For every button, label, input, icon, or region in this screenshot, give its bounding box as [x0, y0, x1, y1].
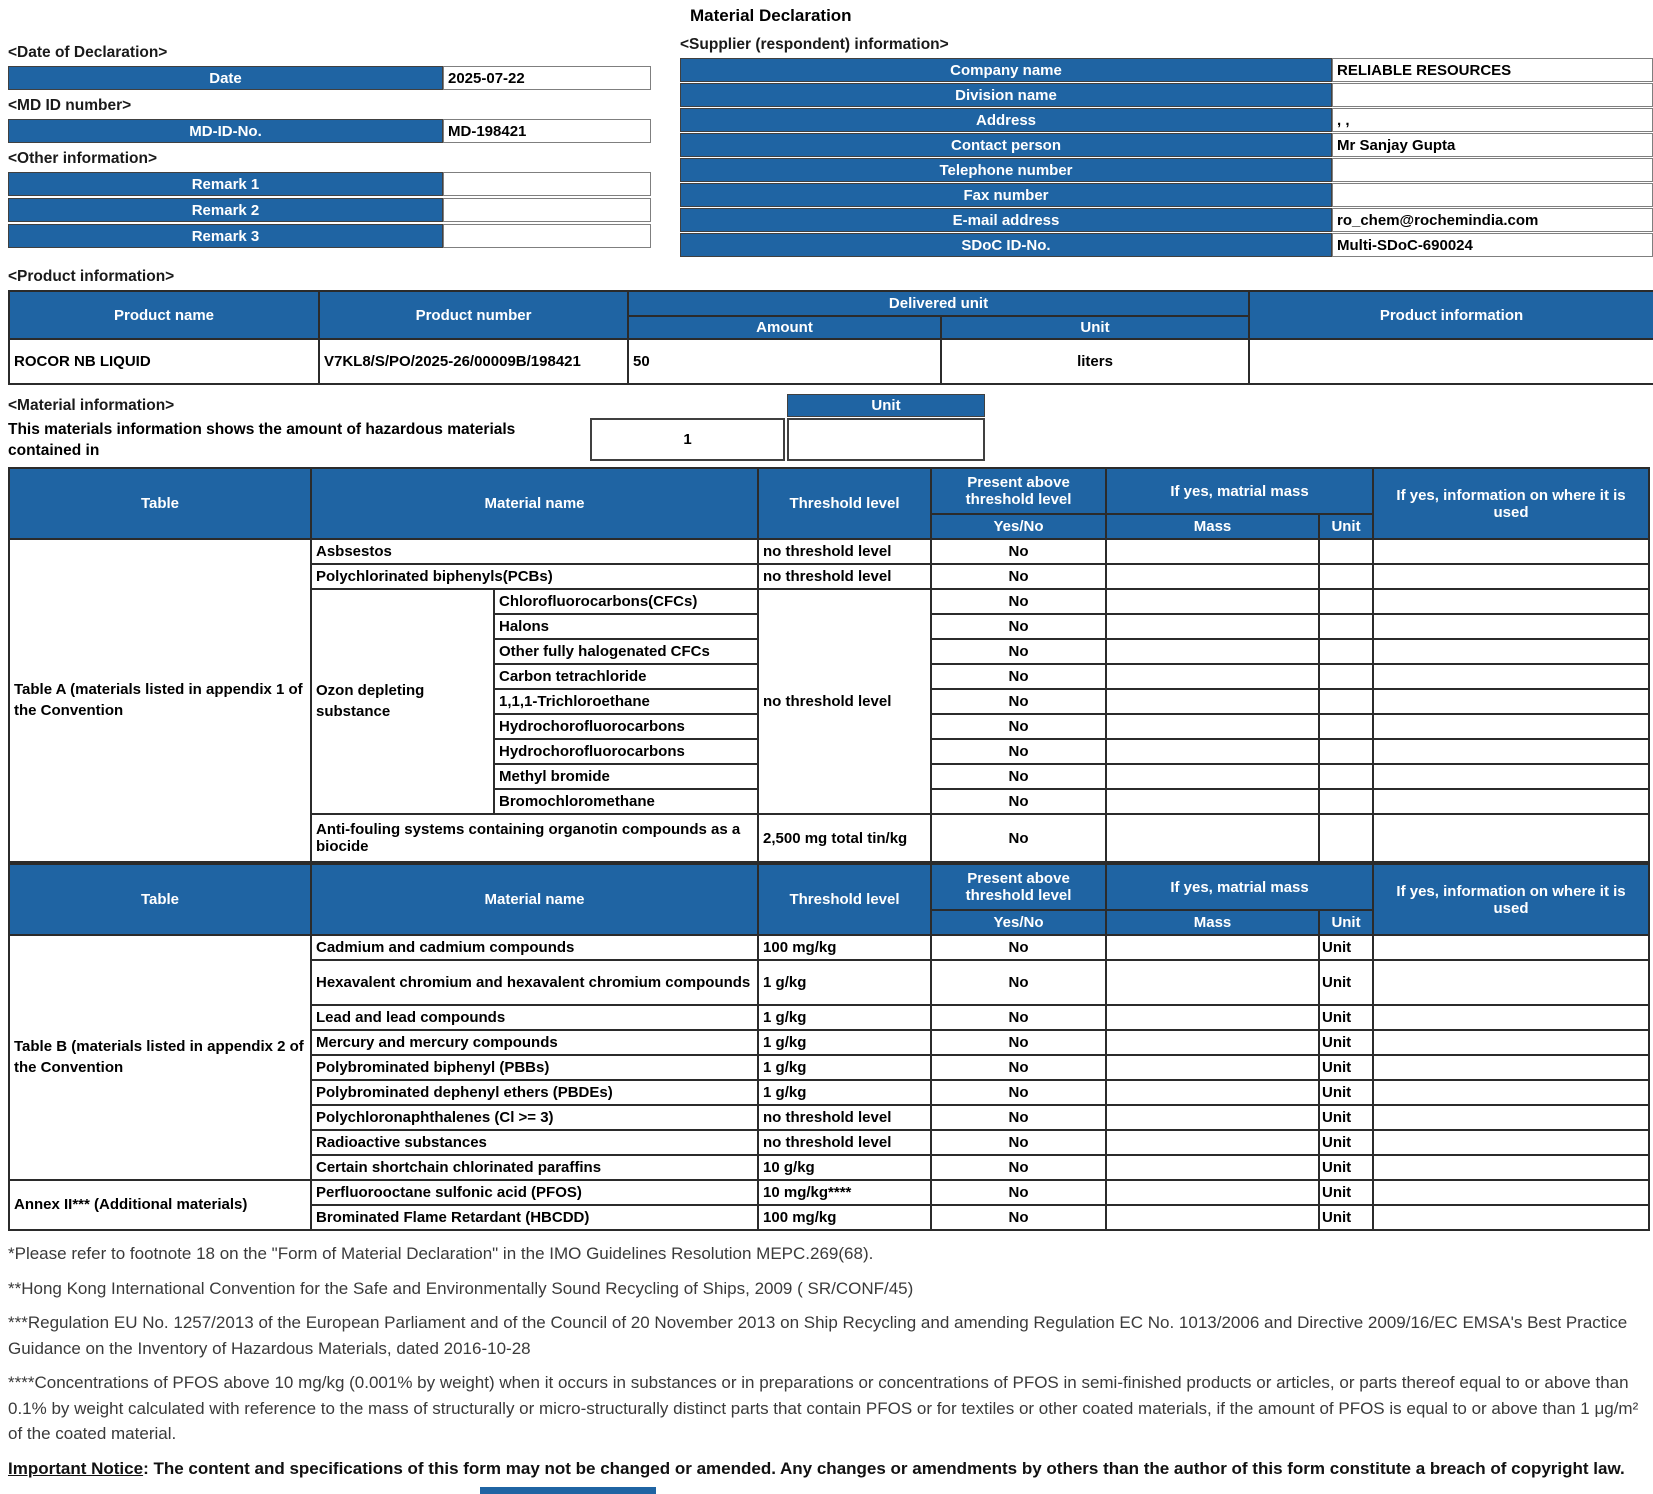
where-used-cell[interactable]	[1373, 739, 1649, 764]
address-value-field[interactable]: , ,	[1332, 108, 1653, 132]
product-information-cell[interactable]	[1249, 339, 1653, 384]
important-notice-label: Important Notice	[8, 1458, 144, 1478]
where-used-cell[interactable]	[1373, 564, 1649, 589]
amount-header: Amount	[628, 316, 941, 339]
material-name-cell: Mercury and mercury compounds	[311, 1030, 758, 1055]
mass-cell[interactable]	[1106, 639, 1319, 664]
where-used-cell[interactable]	[1373, 639, 1649, 664]
declaration-meta-block	[8, 44, 651, 250]
threshold-cell: no threshold level	[758, 1130, 931, 1155]
fax-number-label: Fax number	[680, 183, 1332, 207]
threshold-cell: 1 g/kg	[758, 1055, 931, 1080]
product-information-section	[8, 268, 1653, 385]
col-header-where-used: If yes, information on where it is used	[1373, 864, 1649, 935]
supplier-row-address	[680, 108, 1653, 132]
present-cell[interactable]: No	[931, 639, 1106, 664]
telephone-number-label: Telephone number	[680, 158, 1332, 182]
product-number-header: Product number	[319, 291, 628, 339]
material-information-section	[8, 397, 1653, 467]
mass-cell[interactable]	[1106, 935, 1319, 960]
supplier-heading: <Supplier (respondent) information>	[680, 36, 949, 53]
unit-cell[interactable]	[1319, 814, 1373, 862]
material-name-cell: Chlorofluorocarbons(CFCs)	[494, 589, 758, 614]
material-name-cell: Carbon tetrachloride	[494, 664, 758, 689]
col-header-material-name: Material name	[311, 864, 758, 935]
fax-number-value-field[interactable]	[1332, 183, 1653, 207]
unit-cell[interactable]: Unit	[1319, 1105, 1373, 1130]
mass-cell[interactable]	[1106, 664, 1319, 689]
table-row	[9, 539, 1649, 564]
product-information-header: Product information	[1249, 291, 1653, 339]
where-used-cell[interactable]	[1373, 935, 1649, 960]
top-section	[0, 0, 1653, 258]
amount-cell[interactable]: 50	[628, 339, 941, 384]
where-used-cell[interactable]	[1373, 1080, 1649, 1105]
material-name-cell: Lead and lead compounds	[311, 1005, 758, 1030]
material-unit-header: Unit	[787, 394, 985, 417]
present-cell[interactable]: No	[931, 539, 1106, 564]
important-notice-text: : The content and specifications of this form may not be changed or amended. Any changes or amendments by others than the author of this form constitute a breach of copyright law.	[143, 1458, 1625, 1478]
mass-cell[interactable]	[1106, 814, 1319, 862]
unit-cell[interactable]: Unit	[1319, 1155, 1373, 1180]
date-label: Date	[8, 66, 443, 90]
md-id-heading: <MD ID number>	[8, 97, 132, 114]
col-header-yes-no: Yes/No	[931, 910, 1106, 935]
mass-cell[interactable]	[1106, 960, 1319, 1005]
mass-cell[interactable]	[1106, 539, 1319, 564]
threshold-cell: 1 g/kg	[758, 1030, 931, 1055]
material-name-cell: Methyl bromide	[494, 764, 758, 789]
where-used-cell[interactable]	[1373, 960, 1649, 1005]
where-used-cell[interactable]	[1373, 1005, 1649, 1030]
material-name-cell: Other fully halogenated CFCs	[494, 639, 758, 664]
mass-cell[interactable]	[1106, 1080, 1319, 1105]
where-used-cell[interactable]	[1373, 1030, 1649, 1055]
remark-2-label: Remark 2	[8, 198, 443, 222]
threshold-cell: 1 g/kg	[758, 960, 931, 1005]
col-header-mass: Mass	[1106, 910, 1319, 935]
col-header-material-name: Material name	[311, 468, 758, 539]
unit-cell[interactable]	[1319, 639, 1373, 664]
mass-cell[interactable]	[1106, 789, 1319, 814]
unit-cell[interactable]	[1319, 589, 1373, 614]
unit-cell[interactable]: Unit	[1319, 1205, 1373, 1230]
md-id-value-field[interactable]: MD-198421	[443, 119, 651, 143]
where-used-cell[interactable]	[1373, 1155, 1649, 1180]
col-header-table: Table	[9, 864, 311, 935]
threshold-cell: 1 g/kg	[758, 1005, 931, 1030]
email-address-value-field[interactable]: ro_chem@rochemindia.com	[1332, 208, 1653, 232]
threshold-cell: 10 g/kg	[758, 1155, 931, 1180]
threshold-cell: 1 g/kg	[758, 1080, 931, 1105]
where-used-cell[interactable]	[1373, 539, 1649, 564]
material-amount-field[interactable]: 1	[590, 418, 785, 461]
col-header-mass: Mass	[1106, 514, 1319, 539]
unit-cell[interactable]	[1319, 739, 1373, 764]
where-used-cell[interactable]	[1373, 814, 1649, 862]
material-name-cell: Certain shortchain chlorinated paraffins	[311, 1155, 758, 1180]
mass-cell[interactable]	[1106, 589, 1319, 614]
address-label: Address	[680, 108, 1332, 132]
material-name-cell: 1,1,1-Trichloroethane	[494, 689, 758, 714]
date-value-field[interactable]: 2025-07-22	[443, 66, 651, 90]
present-cell[interactable]: No	[931, 960, 1106, 1005]
col-header-present-above: Present above threshold level	[931, 468, 1106, 514]
present-cell[interactable]: No	[931, 1155, 1106, 1180]
mass-cell[interactable]	[1106, 1005, 1319, 1030]
supplier-row-contact	[680, 133, 1653, 157]
col-header-unit: Unit	[1319, 910, 1373, 935]
threshold-cell: no threshold level	[758, 564, 931, 589]
material-name-cell: Asbsestos	[311, 539, 758, 564]
present-cell[interactable]: No	[931, 814, 1106, 862]
threshold-cell: 2,500 mg total tin/kg	[758, 814, 931, 862]
col-header-present-above: Present above threshold level	[931, 864, 1106, 910]
mass-cell[interactable]	[1106, 1130, 1319, 1155]
contact-person-value-field[interactable]: Mr Sanjay Gupta	[1332, 133, 1653, 157]
unit-cell[interactable]	[1319, 539, 1373, 564]
material-name-cell: Cadmium and cadmium compounds	[311, 935, 758, 960]
material-name-cell: Perfluorooctane sulfonic acid (PFOS)	[311, 1180, 758, 1205]
remark-3-row	[8, 224, 651, 248]
product-name-header: Product name	[9, 291, 319, 339]
unit-cell[interactable]	[1319, 764, 1373, 789]
unit-cell[interactable]: liters	[941, 339, 1249, 384]
threshold-cell: 10 mg/kg****	[758, 1180, 931, 1205]
supplier-row-division	[680, 83, 1653, 107]
footnote-3: ***Regulation EU No. 1257/2013 of the European Parliament and of the Council of 20 November 2013 on Ship Recycling and amending Regulation EC No. 1013/2006 and Directive 2009/16/EC EMSA's Best Practice Guidance on the Inventory of Hazardous Materials, dated 2016-10-28	[8, 1313, 1628, 1358]
footnote-1: *Please refer to footnote 18 on the "Form of Material Declaration" in the IMO Guidelines Resolution MEPC.269(68).	[8, 1244, 874, 1263]
supplier-block	[680, 6, 1653, 258]
present-cell[interactable]: No	[931, 764, 1106, 789]
date-of-declaration-heading: <Date of Declaration>	[8, 44, 168, 61]
col-header-unit: Unit	[1319, 514, 1373, 539]
present-cell[interactable]: No	[931, 1030, 1106, 1055]
mass-cell[interactable]	[1106, 614, 1319, 639]
material-name-cell: Hydrochorofluorocarbons	[494, 714, 758, 739]
present-cell[interactable]: No	[931, 1205, 1106, 1230]
supplier-row-fax	[680, 183, 1653, 207]
present-cell[interactable]: No	[931, 1105, 1106, 1130]
unit-cell[interactable]: Unit	[1319, 1080, 1373, 1105]
present-cell[interactable]: No	[931, 1080, 1106, 1105]
col-header-threshold-level: Threshold level	[758, 468, 931, 539]
material-unit-field[interactable]	[787, 418, 985, 461]
unit-cell[interactable]	[1319, 714, 1373, 739]
material-name-cell: Polybrominated dephenyl ethers (PBDEs)	[311, 1080, 758, 1105]
material-name-cell: Hexavalent chromium and hexavalent chromium compounds	[311, 960, 758, 1005]
col-header-yes-no: Yes/No	[931, 514, 1106, 539]
unit-cell[interactable]	[1319, 614, 1373, 639]
product-table	[8, 290, 1653, 385]
mass-cell[interactable]	[1106, 689, 1319, 714]
col-header-if-yes-mass: If yes, matrial mass	[1106, 864, 1373, 910]
mass-cell[interactable]	[1106, 714, 1319, 739]
where-used-cell[interactable]	[1373, 789, 1649, 814]
unit-cell[interactable]: Unit	[1319, 960, 1373, 1005]
threshold-cell: no threshold level	[758, 589, 931, 814]
unit-cell[interactable]	[1319, 789, 1373, 814]
where-used-cell[interactable]	[1373, 1055, 1649, 1080]
present-cell[interactable]: No	[931, 1005, 1106, 1030]
supplier-row-company	[680, 58, 1653, 82]
materials-table-b	[8, 863, 1650, 1231]
annex-label: Annex II*** (Additional materials)	[9, 1180, 311, 1230]
unit-cell[interactable]	[1319, 664, 1373, 689]
where-used-cell[interactable]	[1373, 589, 1649, 614]
supplier-table	[680, 58, 1653, 257]
where-used-cell[interactable]	[1373, 1180, 1649, 1205]
material-name-cell: Polychloronaphthalenes (Cl >= 3)	[311, 1105, 758, 1130]
remark-3-label: Remark 3	[8, 224, 443, 248]
where-used-cell[interactable]	[1373, 614, 1649, 639]
footnote-2: **Hong Kong International Convention for the Safe and Environmentally Sound Recycling of Ships, 2009 ( SR/CONF/45)	[8, 1278, 914, 1298]
present-cell[interactable]: No	[931, 1130, 1106, 1155]
mass-cell[interactable]	[1106, 1205, 1319, 1230]
ozone-group-label: Ozon depleting substance	[311, 589, 494, 814]
company-name-value-field[interactable]: RELIABLE RESOURCES	[1332, 58, 1653, 82]
material-information-note: This materials information shows the amount of hazardous materials contained in	[8, 421, 516, 459]
threshold-cell: 100 mg/kg	[758, 935, 931, 960]
mass-cell[interactable]	[1106, 1030, 1319, 1055]
where-used-cell[interactable]	[1373, 664, 1649, 689]
delivered-unit-header: Delivered unit	[628, 291, 1249, 316]
supplier-row-email	[680, 208, 1653, 232]
unit-cell[interactable]	[1319, 564, 1373, 589]
material-name-cell: Polychlorinated biphenyls(PCBs)	[311, 564, 758, 589]
remark-3-value-field[interactable]	[443, 224, 651, 248]
date-row	[8, 66, 651, 90]
material-name-cell: Radioactive substances	[311, 1130, 758, 1155]
material-name-cell: Polybrominated biphenyl (PBBs)	[311, 1055, 758, 1080]
material-name-cell: Hydrochorofluorocarbons	[494, 739, 758, 764]
product-information-heading: <Product information>	[8, 268, 175, 285]
col-header-where-used: If yes, information on where it is used	[1373, 468, 1649, 539]
threshold-cell: 100 mg/kg	[758, 1205, 931, 1230]
present-cell[interactable]: No	[931, 664, 1106, 689]
mass-cell[interactable]	[1106, 1155, 1319, 1180]
mass-cell[interactable]	[1106, 739, 1319, 764]
table-row	[9, 1180, 1649, 1205]
mass-cell[interactable]	[1106, 1055, 1319, 1080]
where-used-cell[interactable]	[1373, 1130, 1649, 1155]
threshold-cell: no threshold level	[758, 1105, 931, 1130]
present-cell[interactable]: No	[931, 935, 1106, 960]
material-name-cell: Bromochloromethane	[494, 789, 758, 814]
unit-cell[interactable]: Unit	[1319, 1005, 1373, 1030]
present-cell[interactable]: No	[931, 564, 1106, 589]
present-cell[interactable]: No	[931, 789, 1106, 814]
unit-cell[interactable]: Unit	[1319, 1180, 1373, 1205]
remark-1-row	[8, 172, 651, 196]
footnotes-section	[8, 1241, 1648, 1481]
present-cell[interactable]: No	[931, 589, 1106, 614]
supplier-row-telephone	[680, 158, 1653, 182]
remark-1-label: Remark 1	[8, 172, 443, 196]
material-name-cell: Anti-fouling systems containing organotin compounds as a biocide	[311, 814, 758, 862]
present-cell[interactable]: No	[931, 739, 1106, 764]
where-used-cell[interactable]	[1373, 764, 1649, 789]
contact-person-label: Contact person	[680, 133, 1332, 157]
unit-cell[interactable]: Unit	[1319, 1130, 1373, 1155]
md-id-label: MD-ID-No.	[8, 119, 443, 143]
page-title: Material Declaration	[690, 6, 852, 25]
where-used-cell[interactable]	[1373, 1205, 1649, 1230]
present-cell[interactable]: No	[931, 689, 1106, 714]
col-header-if-yes-mass: If yes, matrial mass	[1106, 468, 1373, 514]
present-cell[interactable]: No	[931, 1055, 1106, 1080]
unit-header: Unit	[941, 316, 1249, 339]
other-information-heading: <Other information>	[8, 150, 157, 167]
division-name-value-field[interactable]	[1332, 83, 1653, 107]
mass-cell[interactable]	[1106, 764, 1319, 789]
cutoff-table-edge	[480, 1487, 656, 1494]
table-row	[9, 935, 1649, 960]
unit-cell[interactable]: Unit	[1319, 935, 1373, 960]
table-a-label: Table A (materials listed in appendix 1 of the Convention	[9, 539, 311, 862]
telephone-number-value-field[interactable]	[1332, 158, 1653, 182]
product-name-cell[interactable]: ROCOR NB LIQUID	[9, 339, 319, 384]
present-cell[interactable]: No	[931, 614, 1106, 639]
present-cell[interactable]: No	[931, 1180, 1106, 1205]
threshold-cell: no threshold level	[758, 539, 931, 564]
supplier-row-sdoc	[680, 233, 1653, 257]
md-id-row	[8, 119, 651, 143]
mass-cell[interactable]	[1106, 1180, 1319, 1205]
where-used-cell[interactable]	[1373, 1105, 1649, 1130]
table-b-label: Table B (materials listed in appendix 2 of the Convention	[9, 935, 311, 1180]
remark-2-value-field[interactable]	[443, 198, 651, 222]
where-used-cell[interactable]	[1373, 689, 1649, 714]
where-used-cell[interactable]	[1373, 714, 1649, 739]
remark-1-value-field[interactable]	[443, 172, 651, 196]
mass-cell[interactable]	[1106, 564, 1319, 589]
material-name-cell: Halons	[494, 614, 758, 639]
material-name-cell: Brominated Flame Retardant (HBCDD)	[311, 1205, 758, 1230]
unit-cell[interactable]: Unit	[1319, 1030, 1373, 1055]
materials-table-a	[8, 467, 1650, 863]
remark-2-row	[8, 198, 651, 222]
division-name-label: Division name	[680, 83, 1332, 107]
sdoc-id-label: SDoC ID-No.	[680, 233, 1332, 257]
sdoc-id-value-field[interactable]: Multi-SDoC-690024	[1332, 233, 1653, 257]
footnote-4: ****Concentrations of PFOS above 10 mg/kg (0.001% by weight) when it occurs in substances or in preparations or concentrations of PFOS in semi-finished products or articles, or parts thereof equal to or above than 0.1% by weight calculated with reference to the mass of structurally or micro-structurally distinct parts that contain PFOS or for textiles or other coated materials, if the amount of PFOS is equal to or above than 1 μg/m² of the coated material.	[8, 1373, 1639, 1443]
col-header-threshold-level: Threshold level	[758, 864, 931, 935]
mass-cell[interactable]	[1106, 1105, 1319, 1130]
product-number-cell[interactable]: V7KL8/S/PO/2025-26/00009B/198421	[319, 339, 628, 384]
present-cell[interactable]: No	[931, 714, 1106, 739]
email-address-label: E-mail address	[680, 208, 1332, 232]
unit-cell[interactable]	[1319, 689, 1373, 714]
unit-cell[interactable]: Unit	[1319, 1055, 1373, 1080]
col-header-table: Table	[9, 468, 311, 539]
important-notice	[8, 1456, 1648, 1482]
company-name-label: Company name	[680, 58, 1332, 82]
material-information-heading: <Material information>	[8, 397, 175, 414]
